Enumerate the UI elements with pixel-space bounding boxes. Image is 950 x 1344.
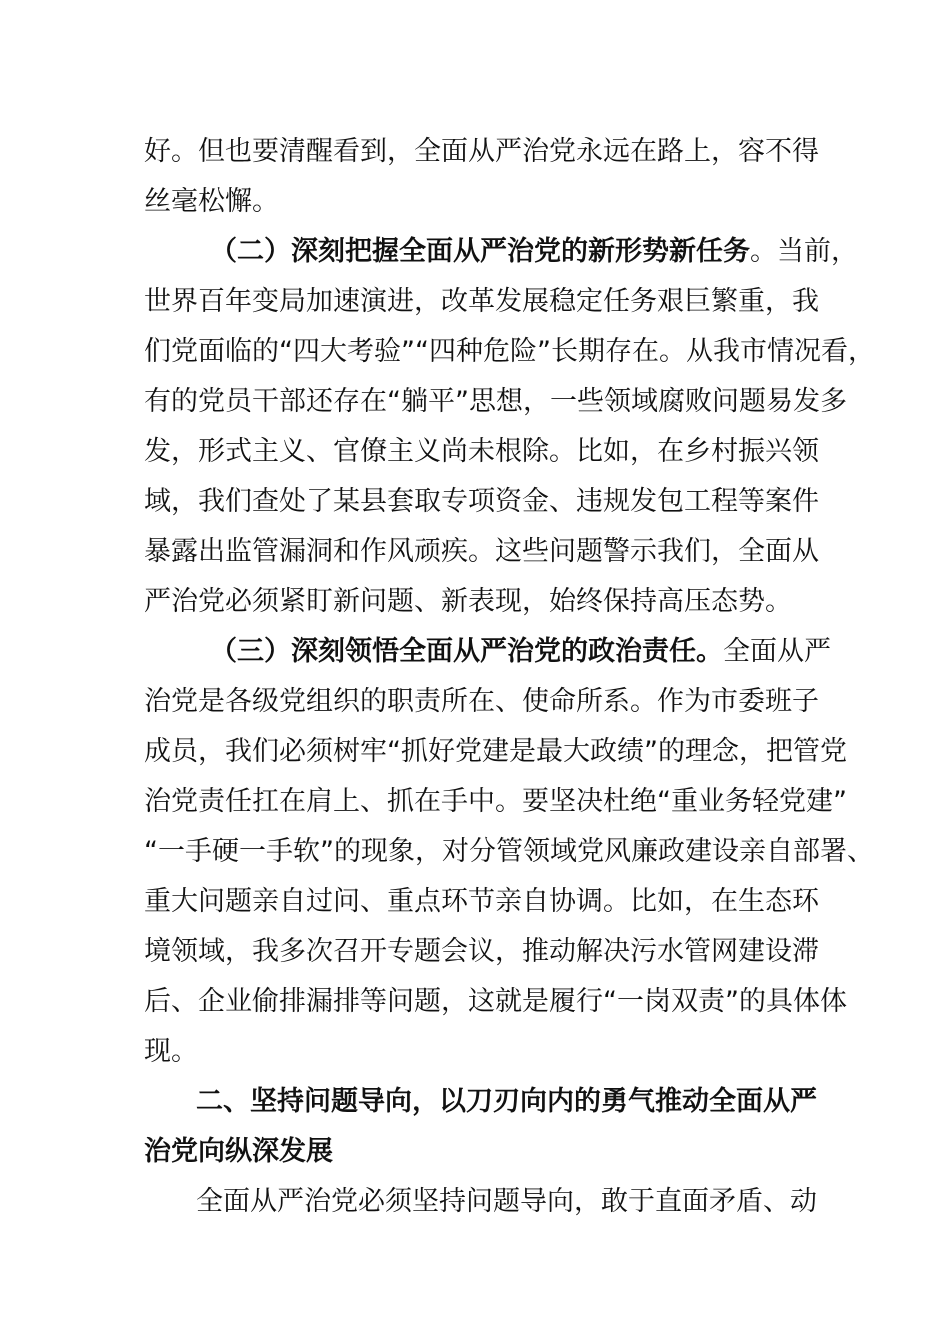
- paragraph-line: 成员，我们必须树牢“抓好党建是最大政绩”的理念，把管党: [144, 736, 847, 767]
- paragraph-line: 治党责任扛在肩上、抓在手中。要坚决杜绝“重业务轻党建”: [144, 786, 847, 817]
- subsection-heading-3: （三）深刻领悟全面从严治党的政治责任。: [210, 636, 723, 667]
- paragraph-line: 暴露出监管漏洞和作风顽疾。这些问题警示我们，全面从: [144, 536, 819, 567]
- paragraph-line: 后、企业偷排漏排等问题，这就是履行“一岗双责”的具体体: [144, 986, 847, 1017]
- paragraph-line: 丝毫松懈。: [144, 186, 279, 217]
- paragraph-line: 们党面临的“四大考验”“四种危险”长期存在。从我市情况看，: [144, 336, 875, 367]
- paragraph-line: 域，我们查处了某县套取专项资金、违规发包工程等案件: [144, 486, 819, 517]
- paragraph-text: 全面从严: [723, 636, 831, 667]
- paragraph-line: 现。: [144, 1036, 198, 1067]
- paragraph-line: 治党是各级党组织的职责所在、使命所系。作为市委班子: [144, 686, 819, 717]
- subsection-heading-line: [210, 234, 858, 270]
- section-heading-continued: 治党向纵深发展: [144, 1136, 333, 1167]
- paragraph-line: 好。但也要清醒看到，全面从严治党永远在路上，容不得: [144, 136, 819, 167]
- subsection-heading-line: [210, 634, 844, 670]
- paragraph-line: 严治党必须紧盯新问题、新表现，始终保持高压态势。: [144, 586, 792, 617]
- paragraph-line: 发，形式主义、官僚主义尚未根除。比如，在乡村振兴领: [144, 436, 819, 467]
- paragraph-line: 境领域，我多次召开专题会议，推动解决污水管网建设滞: [144, 936, 819, 967]
- paragraph-line: “一手硬一手软”的现象，对分管领域党风廉政建设亲自部署、: [144, 836, 874, 867]
- paragraph-line: 世界百年变局加速演进，改革发展稳定任务艰巨繁重，我: [144, 286, 819, 317]
- paragraph-line: 全面从严治党必须坚持问题导向，敢于直面矛盾、动: [196, 1186, 817, 1217]
- subsection-heading-2: （二）深刻把握全面从严治党的新形势新任务: [210, 236, 750, 267]
- paragraph-line: 重大问题亲自过问、重点环节亲自协调。比如，在生态环: [144, 886, 819, 917]
- section-heading: 二、坚持问题导向，以刀刃向内的勇气推动全面从严: [196, 1086, 817, 1117]
- paragraph-line: 有的党员干部还存在“躺平”思想，一些领域腐败问题易发多: [144, 386, 847, 417]
- paragraph-text: 。当前，: [750, 236, 858, 267]
